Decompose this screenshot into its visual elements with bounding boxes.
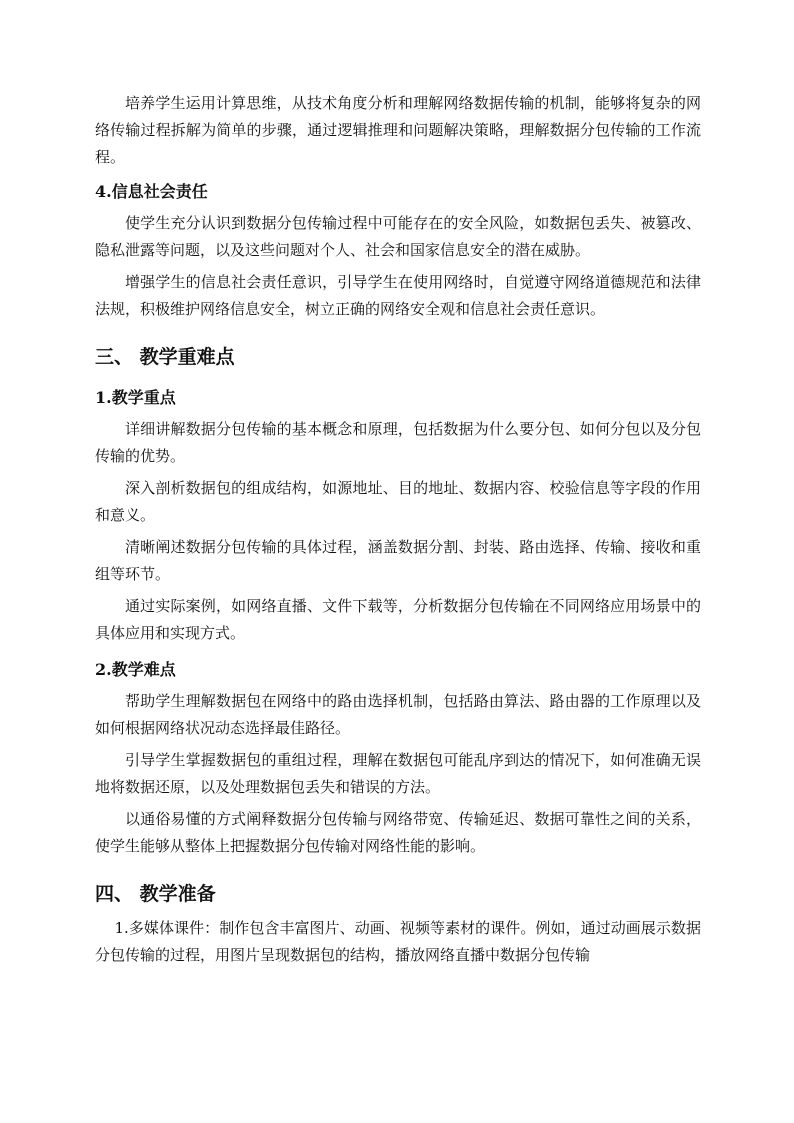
heading-teaching-preparation: 四、 教学准备 [95,883,216,905]
paragraph-difficulty-reassembly: 引导学生掌握数据包的重组过程，理解在数据包可能乱序到达的情况下，如何准确无误地将数据还原，以及处理数据包丢失和错误的方法。 [95,751,701,796]
paragraph-focus-cases: 通过实际案例，如网络直播、文件下载等，分析数据分包传输在不同网络应用场景中的具体应用和实现方式。 [95,597,701,642]
paragraph-computational-thinking: 培养学生运用计算思维，从技术角度分析和理解网络数据传输的机制，能够将复杂的网络传输过程拆解为简单的步骤，通过逻辑推理和问题解决策略，理解数据分包传输的工作流程。 [95,94,701,166]
paragraph-responsibility-awareness: 增强学生的信息社会责任意识，引导学生在使用网络时，自觉遵守网络道德规范和法律法规，积极维护网络信息安全，树立正确的网络安全观和信息社会责任意识。 [95,273,701,318]
document-page [95,90,701,969]
paragraph-focus-process: 清晰阐述数据分包传输的具体过程，涵盖数据分割、封装、路由选择、传输、接收和重组等环节。 [95,538,701,583]
paragraph-difficulty-routing: 帮助学生理解数据包在网络中的路由选择机制，包括路由算法、路由器的工作原理以及如何根据网络状况动态选择最佳路径。 [95,692,701,737]
paragraph-focus-concepts: 详细讲解数据分包传输的基本概念和原理，包括数据为什么要分包、如何分包以及分包传输的优势。 [95,420,701,465]
heading-teaching-focus: 1.教学重点 [95,388,176,407]
heading-info-social-responsibility: 4.信息社会责任 [95,182,208,201]
heading-teaching-difficulty: 2.教学难点 [95,660,176,679]
heading-key-difficult-points: 三、 教学重难点 [95,346,235,368]
paragraph-difficulty-performance: 以通俗易懂的方式阐释数据分包传输与网络带宽、传输延迟、数据可靠性之间的关系，使学生能够从整体上把握数据分包传输对网络性能的影响。 [95,810,701,855]
paragraph-multimedia-courseware: 1.多媒体课件：制作包含丰富图片、动画、视频等素材的课件。例如，通过动画展示数据分包传输的过程，用图片呈现数据包的结构，播放网络直播中数据分包传输 [95,919,701,964]
paragraph-security-risks: 使学生充分认识到数据分包传输过程中可能存在的安全风险，如数据包丢失、被篡改、隐私泄露等问题，以及这些问题对个人、社会和国家信息安全的潜在威胁。 [95,214,701,259]
paragraph-focus-packet-structure: 深入剖析数据包的组成结构，如源地址、目的地址、数据内容、校验信息等字段的作用和意义。 [95,479,701,524]
